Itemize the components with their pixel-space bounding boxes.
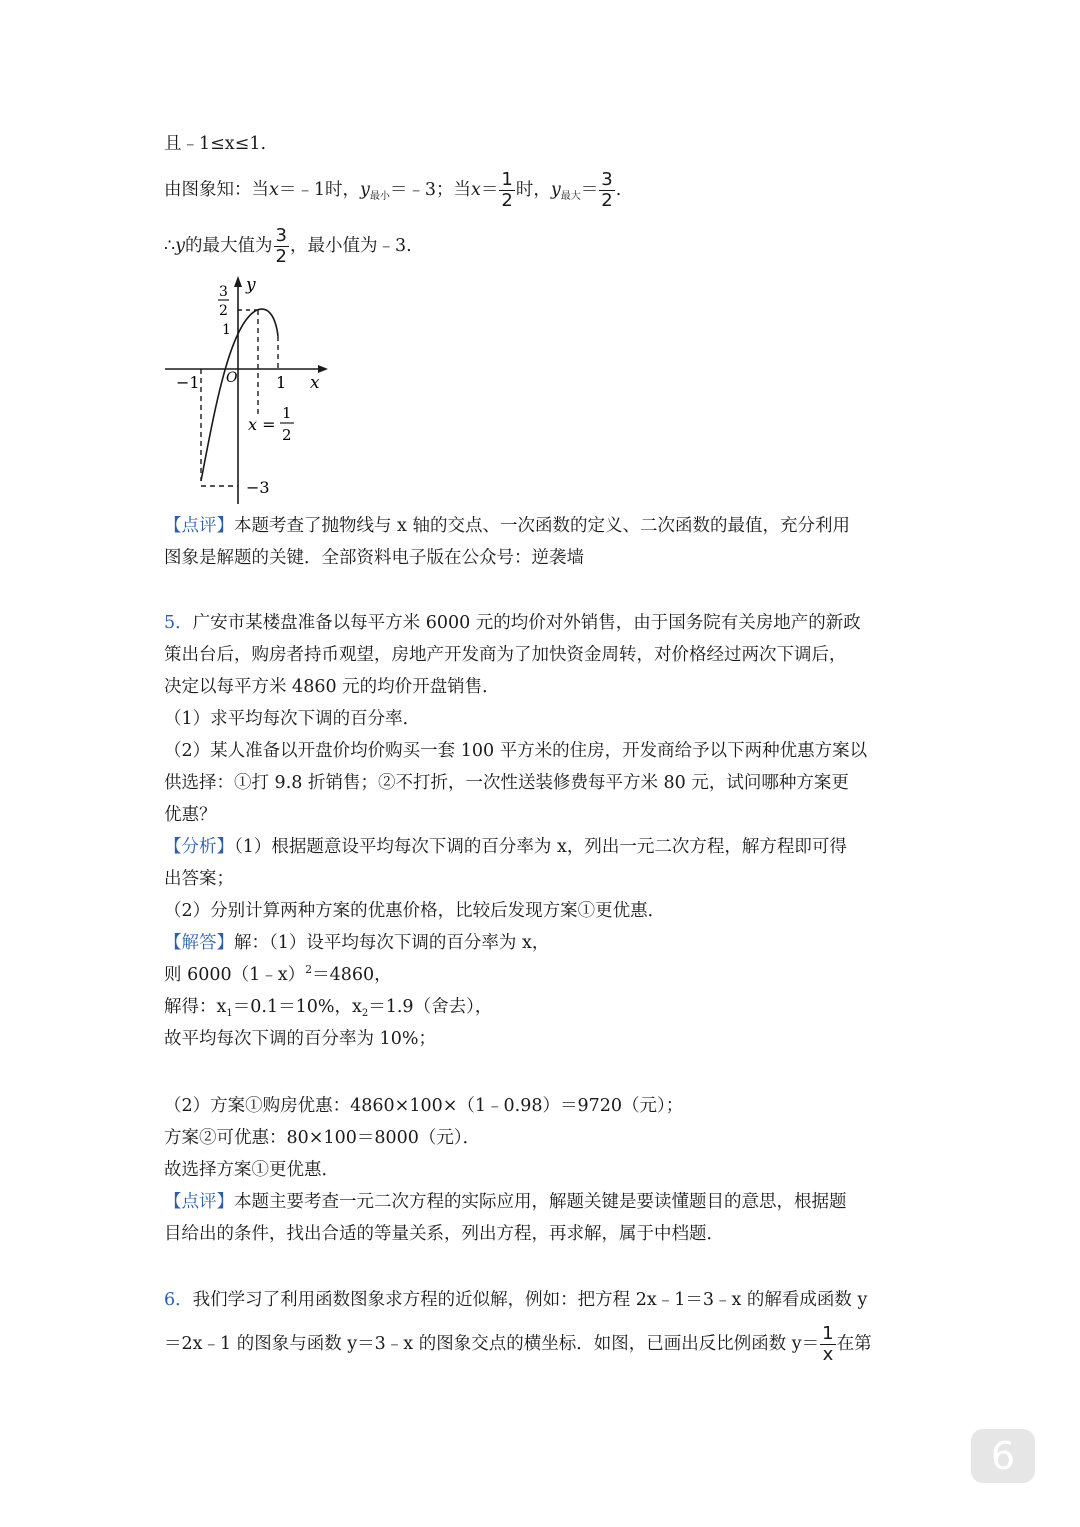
y-tick-3: 3	[219, 284, 228, 300]
y-axis-label: y	[246, 275, 256, 295]
q5-analysis-line2: 出答案；	[164, 869, 234, 889]
q5-answer-line1: 【解答】解：（1）设平均每次下调的百分率为 x，	[164, 933, 550, 953]
sol4-line1: 且﹣1≤x≤1.	[164, 134, 267, 154]
analysis-tag: 【分析】	[164, 837, 234, 857]
q5-answer-line2: 则 6000（1﹣x）$^2$＝4860，	[164, 963, 392, 985]
function-graph	[160, 268, 340, 508]
comment-tag: 【点评】	[164, 1192, 234, 1212]
origin-label: O	[226, 370, 238, 386]
fraction-three-halves: $\frac{3}{2}$	[601, 169, 613, 211]
vline-label: x =	[248, 415, 276, 434]
q5-analysis-line1: 【分析】（1）根据题意设平均每次下调的百分率为 x，列出一元二次方程，解方程即可得	[164, 837, 847, 857]
comment-tag: 【点评】	[164, 516, 234, 536]
q6-number: 6．	[164, 1290, 193, 1310]
x-axis-label: x	[310, 373, 320, 393]
vline-den: 2	[282, 426, 292, 444]
q5-part2-line1: （2）某人准备以开盘价均价购买一套 100 平方米的住房，开发商给予以下两种优惠方案以	[164, 741, 868, 761]
q5-number: 5．	[164, 613, 193, 633]
x-axis-arrow-icon	[318, 365, 328, 373]
fraction-one-half: $\frac{1}{2}$	[501, 169, 513, 211]
sol4-line3: ∴y的最大值为 $\frac{3}{2}$ ，最小值为﹣3.	[164, 225, 412, 267]
q5-comment-line2: 目给出的条件，找出合适的等量关系，列出方程，再求解，属于中档题．	[164, 1224, 724, 1244]
fraction-one-over-x: $\frac{1}{x}$	[822, 1323, 834, 1365]
q5-part2-line3: 优惠？	[164, 805, 217, 825]
q6-stem-line1: 6．我们学习了利用函数图象求方程的近似解，例如：把方程 2x﹣1＝3﹣x 的解看成函数 y	[164, 1290, 868, 1310]
q6-stem-line2: ＝2x﹣1 的图象与函数 y＝3﹣x 的图象交点的横坐标．如图，已画出反比例函数 y＝ $\frac{1}{x}$ 在第	[164, 1323, 872, 1365]
q5-stem-line2: 策出台后，购房者持币观望，房地产开发商为了加快资金周转，对价格经过两次下调后，	[164, 645, 847, 665]
q5-analysis-line3: （2）分别计算两种方案的优惠价格，比较后发现方案①更优惠．	[164, 901, 666, 921]
vline-num: 1	[282, 404, 292, 422]
q5-stem-line1: 5．广安市某楼盘准备以每平方米 6000 元的均价对外销售，由于国务院有关房地产的新政	[164, 613, 861, 633]
q5-answer-line7: 故选择方案①更优惠．	[164, 1160, 339, 1180]
fraction-max-value: $\frac{3}{2}$	[275, 225, 287, 267]
parabola-curve	[201, 309, 278, 481]
page-number-badge: 6	[971, 1429, 1035, 1483]
answer-tag: 【解答】	[164, 933, 234, 953]
q5-answer-line6: 方案②可优惠：80×100＝8000（元）．	[164, 1128, 481, 1148]
q5-answer-line5: （2）方案①购房优惠：4860×100×（1﹣0.98）＝9720（元）；	[164, 1096, 684, 1116]
y-tick-1: 1	[222, 322, 231, 338]
x-tick-1: 1	[276, 373, 287, 392]
q5-part1: （1）求平均每次下调的百分率．	[164, 709, 421, 729]
q5-answer-line4: 故平均每次下调的百分率为 10%；	[164, 1029, 436, 1049]
y-axis-arrow-icon	[234, 276, 242, 287]
y-tick-neg3: −3	[246, 478, 270, 497]
x-tick-neg1: −1	[176, 373, 200, 392]
q5-part2-line2: 供选择：①打 9.8 折销售；②不打折，一次性送装修费每平方米 80 元，试问哪种方案更	[164, 773, 849, 793]
q5-comment-line1: 【点评】本题主要考查一元二次方程的实际应用，解题关键是要读懂题目的意思，根据题	[164, 1192, 847, 1212]
sol4-comment-line1: 【点评】本题考查了抛物线与 x 轴的交点、一次函数的定义、二次函数的最值，充分利用	[164, 516, 850, 536]
q5-answer-line3: 解得：$x_1=0.1=10\%$，$x_2=1.9$（舍去），	[164, 997, 493, 1019]
sol4-comment-line2: 图象是解题的关键．全部资料电子版在公众号：逆袭墙	[164, 548, 584, 568]
y-tick-2: 2	[219, 303, 228, 319]
q5-stem-line3: 决定以每平方米 4860 元的均价开盘销售．	[164, 677, 500, 697]
sol4-line2: 由图象知：当x＝﹣1时，$y_{最小}=﹣3$；当x＝ $\frac{1}{2}$ 时，$y_{最大}=$ $\frac{3}{2}$ .	[164, 169, 622, 211]
